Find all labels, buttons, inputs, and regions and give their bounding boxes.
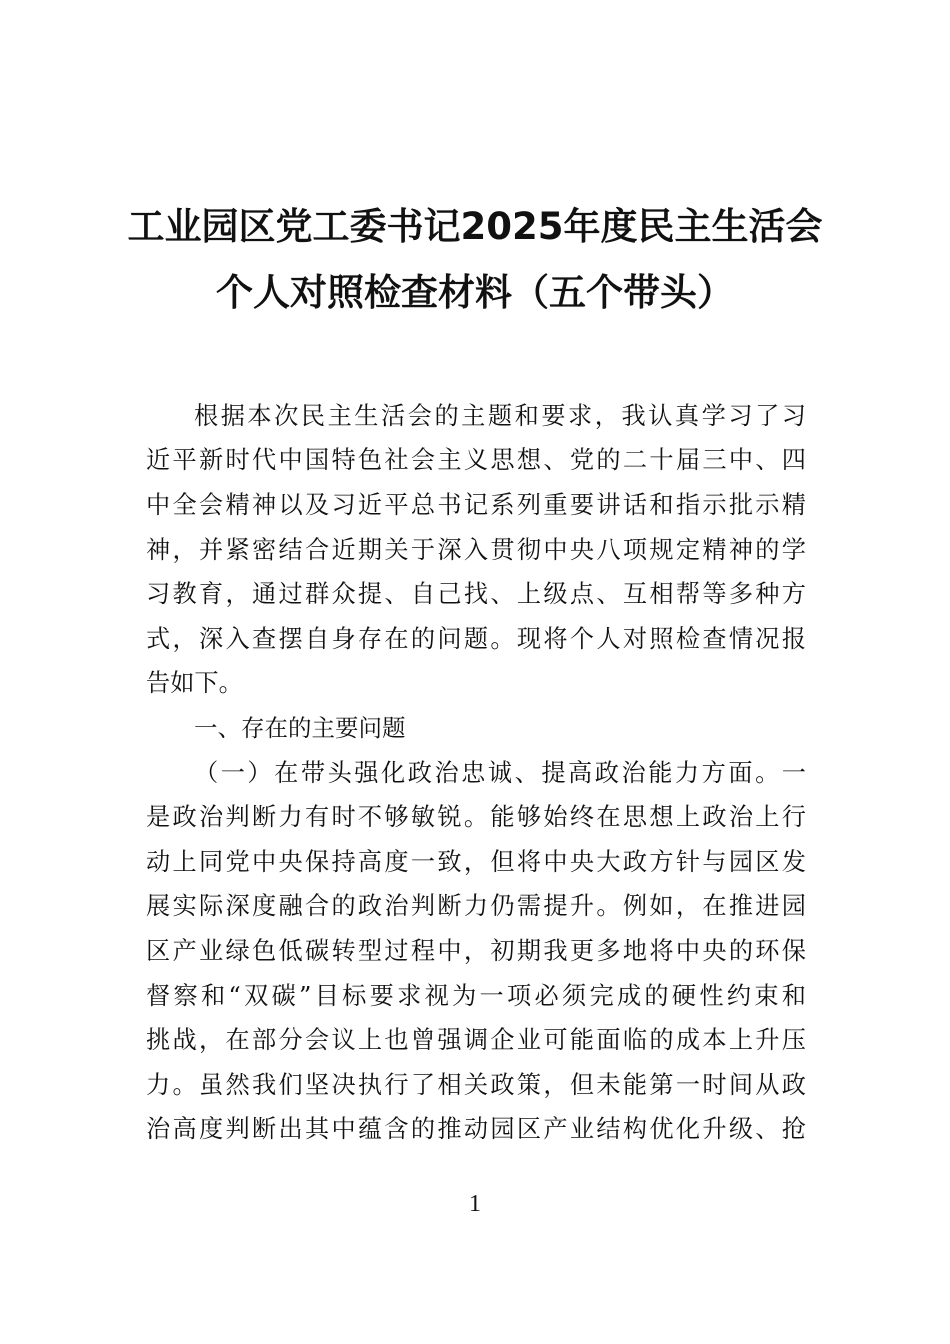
paragraph-line: 告如下。 [146,669,243,697]
document-title-line-2: 个人对照检查材料（五个带头） [216,271,734,314]
section-heading: 一、存在的主要问题 [194,714,406,742]
document-title-line-1: 工业园区党工委书记2025年度民主生活会 [127,205,823,248]
paragraph-line: 根据本次民主生活会的主题和要求，我认真学习了习 [194,402,806,430]
paragraph-line: 习教育，通过群众提、自己找、上级点、互相帮等多种方 [146,580,806,608]
paragraph-line: 近平新时代中国特色社会主义思想、党的二十届三中、四 [146,446,806,474]
paragraph-line: 治高度判断出其中蕴含的推动园区产业结构优化升级、抢 [146,1115,806,1143]
paragraph-line: 挑战，在部分会议上也曾强调企业可能面临的成本上升压 [146,1026,806,1054]
paragraph-line: （一）在带头强化政治忠诚、提高政治能力方面。一 [194,759,806,787]
paragraph-line: 中全会精神以及习近平总书记系列重要讲话和指示批示精 [146,491,806,519]
paragraph-line: 式，深入查摆自身存在的问题。现将个人对照检查情况报 [146,625,806,653]
paragraph-line: 督察和“双碳”目标要求视为一项必须完成的硬性约束和 [146,982,806,1010]
paragraph-line: 是政治判断力有时不够敏锐。能够始终在思想上政治上行 [146,803,806,831]
paragraph-line: 展实际深度融合的政治判断力仍需提升。例如，在推进园 [146,892,806,920]
paragraph-line: 区产业绿色低碳转型过程中，初期我更多地将中央的环保 [146,937,806,965]
page-number: 1 [469,1191,481,1217]
paragraph-line: 力。虽然我们坚决执行了相关政策，但未能第一时间从政 [146,1071,806,1099]
paragraph-line: 动上同党中央保持高度一致，但将中央大政方针与园区发 [146,848,806,876]
paragraph-line: 神，并紧密结合近期关于深入贯彻中央八项规定精神的学 [146,536,806,564]
